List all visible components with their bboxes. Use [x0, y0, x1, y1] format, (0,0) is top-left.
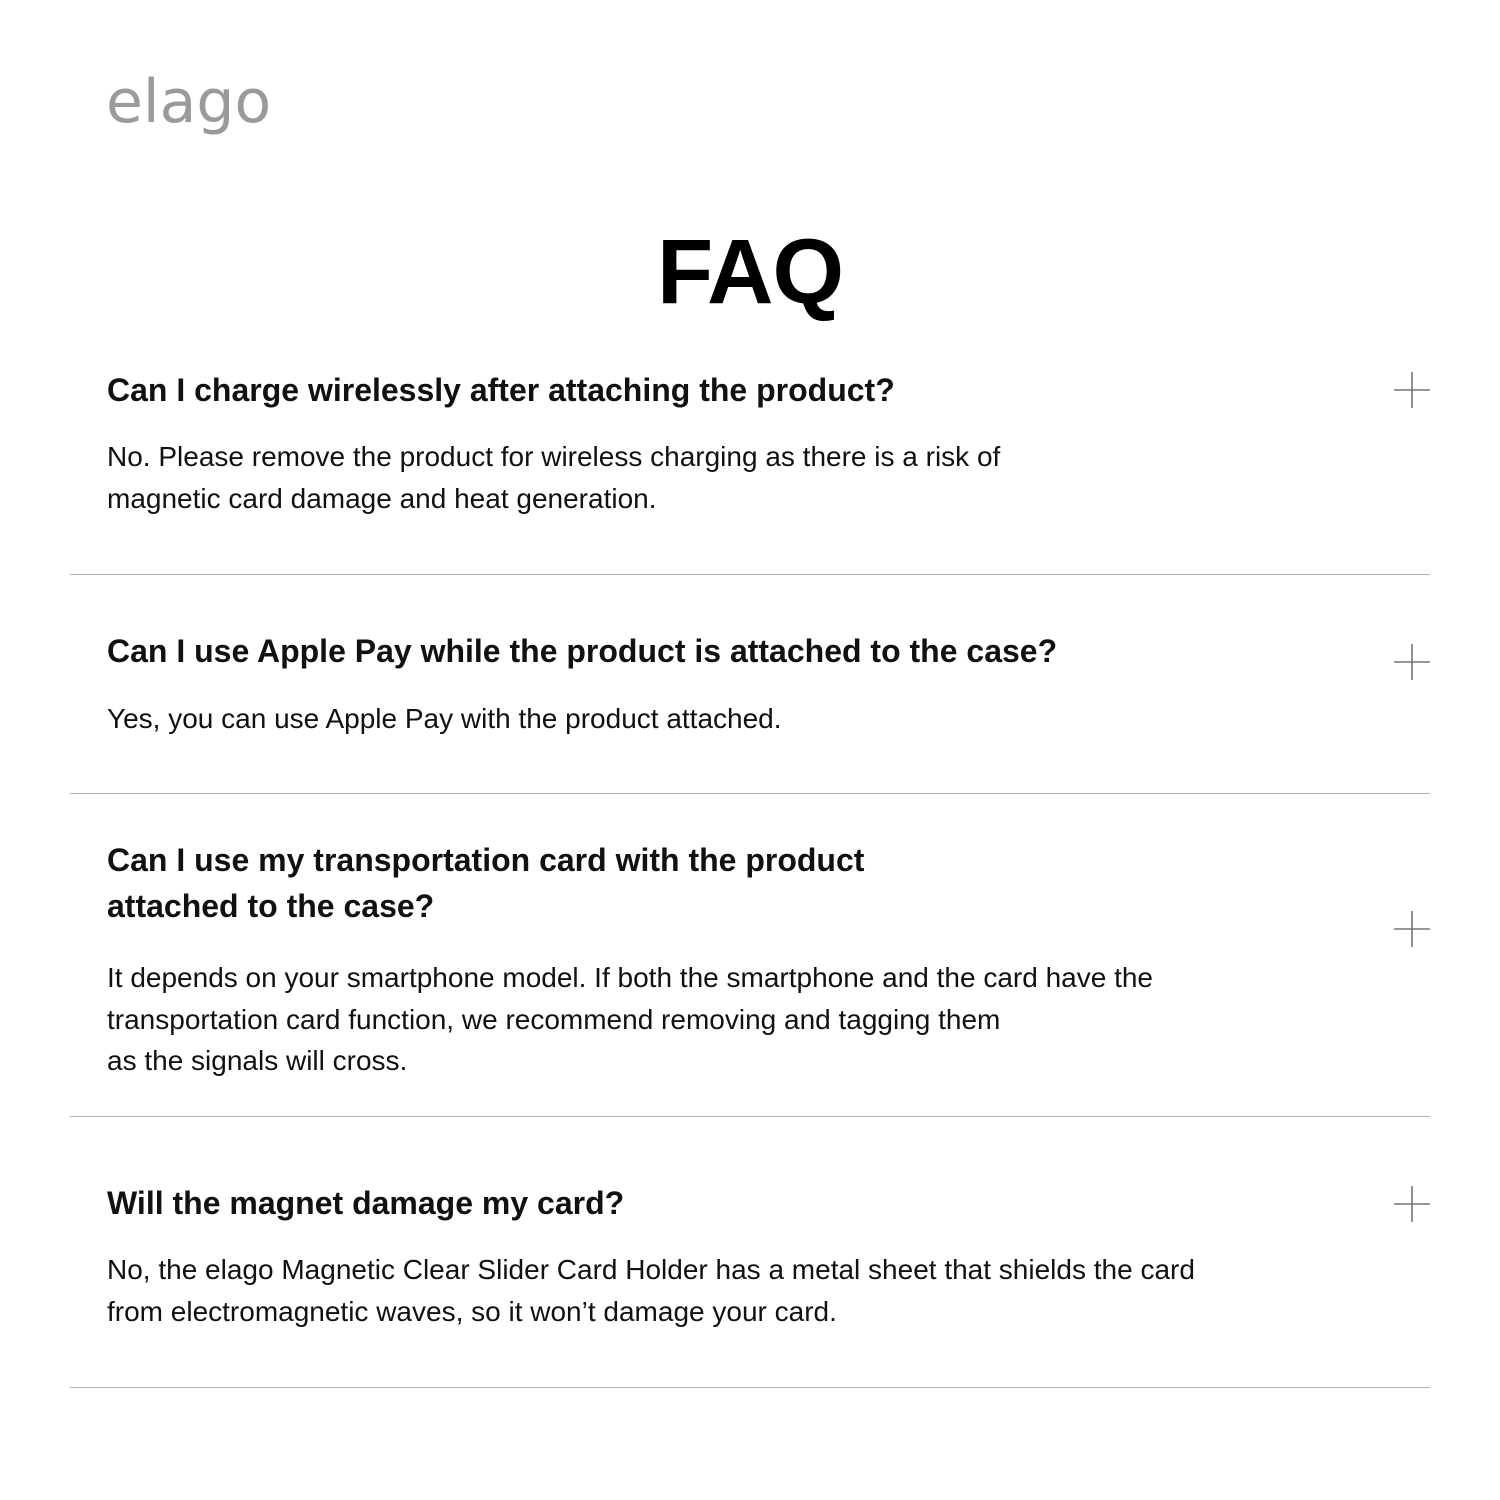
faq-question[interactable]: Can I use my transportation card with the product attached to the case?: [107, 842, 865, 924]
plus-icon[interactable]: [1394, 644, 1430, 680]
faq-question[interactable]: Can I charge wirelessly after attaching the product?: [107, 372, 895, 408]
faq-answer: It depends on your smartphone model. If both the smartphone and the card have the transportation card function, we recommend removing and tagging them as the signals will cross.: [107, 962, 1154, 1076]
faq-answer: No. Please remove the product for wireless charging as there is a risk of magnetic card damage and heat generation.: [107, 441, 1001, 514]
faq-answer: Yes, you can use Apple Pay with the product attached.: [107, 703, 782, 734]
page-title: FAQ: [656, 221, 844, 323]
faq-question[interactable]: Can I use Apple Pay while the product is attached to the case?: [107, 633, 1058, 669]
plus-icon[interactable]: [1394, 372, 1430, 408]
divider: [70, 574, 1430, 575]
divider: [70, 1387, 1430, 1388]
faq-question[interactable]: Will the magnet damage my card?: [107, 1185, 625, 1221]
plus-icon[interactable]: [1394, 1186, 1430, 1222]
faq-answer: No, the elago Magnetic Clear Slider Card Holder has a metal sheet that shields the card from electromagnetic waves, so it won’t damage your card.: [107, 1254, 1195, 1327]
divider: [70, 793, 1430, 794]
elago-logo: elago: [106, 67, 272, 137]
divider: [70, 1116, 1430, 1117]
plus-icon[interactable]: [1394, 911, 1430, 947]
